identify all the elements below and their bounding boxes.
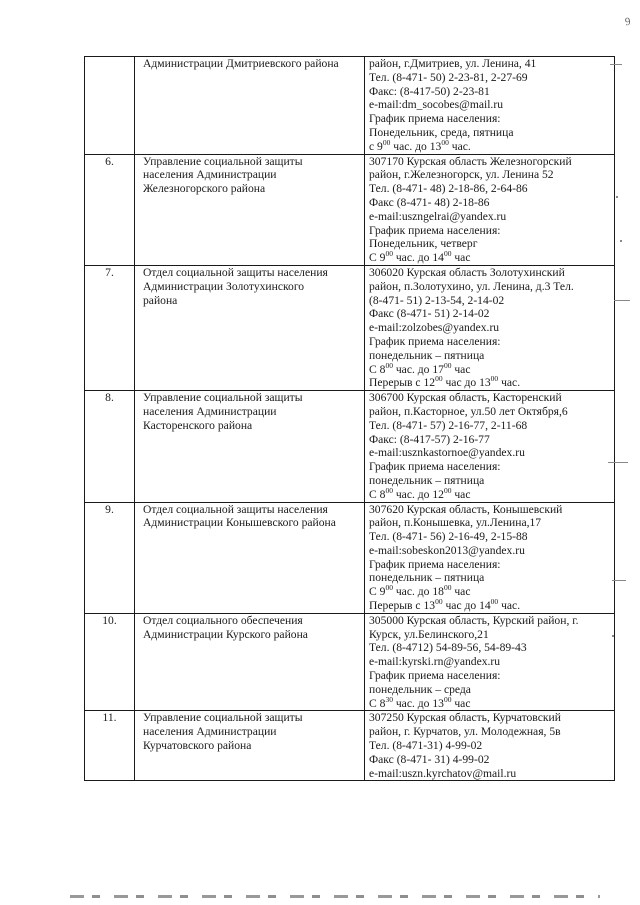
- contact-line: 307250 Курская область, Курчатовский: [369, 711, 561, 725]
- hours-text: час. до 13: [390, 139, 442, 153]
- organization-line: района: [143, 293, 178, 307]
- contact-line: Тел. (8-471-31) 4-99-02: [369, 739, 483, 753]
- contact-line: понедельник – среда: [369, 682, 471, 696]
- table-row: [85, 57, 615, 155]
- table-row: [85, 391, 615, 502]
- contact-cell: [365, 613, 615, 711]
- table-row: [85, 154, 615, 265]
- organization-line: Администрации Дмитриевского района: [143, 57, 339, 70]
- minutes-superscript: 00: [443, 696, 452, 704]
- organization-line: населения Администрации: [143, 404, 277, 418]
- hours-text: час: [451, 696, 471, 710]
- contact-line: район, п.Золотухино, ул. Ленина, д.3 Тел.: [369, 279, 574, 293]
- hours-text: час: [451, 487, 471, 501]
- contact-cell: [365, 265, 615, 390]
- minutes-superscript: 00: [385, 251, 393, 259]
- minutes-superscript: 00: [382, 139, 391, 147]
- scan-artifact: [612, 635, 614, 637]
- row-number: 10.: [85, 613, 135, 711]
- organization-cell: [135, 391, 365, 502]
- hours-text: час до 14: [442, 599, 491, 613]
- minutes-superscript: 00: [443, 251, 452, 259]
- contact-line: e-mail:zolzobes@yandex.ru: [369, 321, 500, 335]
- contact-line: Тел. (8-471- 56) 2-16-49, 2-15-88: [369, 530, 528, 544]
- minutes-superscript: 00: [385, 362, 393, 370]
- scan-artifact: [620, 240, 622, 242]
- contact-line: 305000 Курская область, Курский район, г.: [369, 613, 579, 627]
- scan-artifact: [614, 300, 630, 301]
- contact-line: 306700 Курская область, Касторенский: [369, 391, 562, 405]
- organization-cell: [135, 154, 365, 265]
- row-number: [85, 57, 135, 155]
- contact-line: 306020 Курская область Золотухинский: [369, 265, 565, 279]
- organization-line: Управление социальной защиты: [143, 154, 303, 168]
- organization-cell: [135, 502, 365, 613]
- organization-line: населения Администрации: [143, 168, 277, 182]
- contact-line: район, г.Дмитриев, ул. Ленина, 41: [369, 57, 537, 70]
- contact-line: 307620 Курская область, Конышевский: [369, 502, 563, 516]
- contact-line: Факс (8-471- 51) 2-14-02: [369, 307, 490, 321]
- organization-line: Курчатовского района: [143, 739, 252, 753]
- hours-text: час.: [448, 139, 471, 153]
- hours-text: С 8: [369, 362, 386, 376]
- contact-line: e-mail:usznkastornoe@yandex.ru: [369, 446, 525, 460]
- contact-line: Факс: (8-417-50) 2-23-81: [369, 84, 490, 98]
- hours-line: [369, 363, 610, 377]
- minutes-superscript: 00: [490, 599, 499, 607]
- table-row: [85, 265, 615, 390]
- hours-line: [369, 488, 610, 502]
- hours-text: Перерыв с 12: [369, 376, 436, 390]
- organization-line: Касторенского района: [143, 418, 253, 432]
- contact-cell: [365, 391, 615, 502]
- hours-text: Перерыв с 13: [369, 599, 436, 613]
- contact-line: График приема населения:: [369, 669, 501, 683]
- contact-line: район, г.Железногорск, ул. Ленина 52: [369, 168, 554, 182]
- contact-line: понедельник – пятница: [369, 473, 485, 487]
- contact-line: График приема населения:: [369, 334, 501, 348]
- offices-table: [84, 56, 615, 781]
- minutes-superscript: 00: [490, 376, 499, 384]
- contact-line: понедельник – пятница: [369, 571, 485, 585]
- row-number: 7.: [85, 265, 135, 390]
- organization-cell: [135, 613, 365, 711]
- hours-text: час: [451, 362, 471, 376]
- organization-cell: [135, 711, 365, 781]
- hours-text: час.: [498, 376, 521, 390]
- hours-text: С 8: [369, 487, 386, 501]
- scan-artifact: [610, 64, 622, 65]
- contact-line: e-mail:uszngelrai@yandex.ru: [369, 209, 507, 223]
- row-number: 9.: [85, 502, 135, 613]
- organization-line: Отдел социального обеспечения: [143, 613, 303, 627]
- contact-line: 307170 Курская область Железногорский: [369, 154, 572, 168]
- contact-line: Факс (8-471- 31) 4-99-02: [369, 752, 490, 766]
- hours-text: час. до 13: [392, 696, 444, 710]
- organization-line: Администрации Конышевского района: [143, 516, 336, 530]
- contact-line: Тел. (8-471- 50) 2-23-81, 2-27-69: [369, 70, 528, 84]
- contact-line: График приема населения:: [369, 223, 501, 237]
- contact-line: Курск, ул.Белинского,21: [369, 627, 489, 641]
- scan-artifact: [616, 196, 618, 198]
- scan-artifact: [608, 462, 628, 463]
- organization-line: Железногорского района: [143, 182, 266, 196]
- contact-line: Тел. (8-471- 57) 2-16-77, 2-11-68: [369, 418, 528, 432]
- organization-line: населения Администрации: [143, 725, 277, 739]
- row-number: 6.: [85, 154, 135, 265]
- contact-line: График приема населения:: [369, 557, 501, 571]
- minutes-superscript: 00: [435, 599, 443, 607]
- hours-line: [369, 251, 610, 265]
- organization-cell: [135, 265, 365, 390]
- hours-text: С 8: [369, 696, 386, 710]
- organization-line: Управление социальной защиты: [143, 391, 303, 405]
- minutes-superscript: 00: [443, 487, 452, 495]
- organization-line: Отдел социальной защиты населения: [143, 265, 328, 279]
- minutes-superscript: 00: [435, 376, 443, 384]
- scan-artifact: [612, 580, 626, 581]
- contact-line: e-mail:uszn.kyrchatov@mail.ru: [369, 766, 517, 780]
- hours-text: час. до 17: [392, 362, 444, 376]
- contact-line: Факс: (8-417-57) 2-16-77: [369, 432, 490, 446]
- hours-text: час. до 12: [392, 487, 444, 501]
- contact-line: понедельник – пятница: [369, 348, 485, 362]
- offices-table-body: [85, 57, 615, 781]
- hours-line: [369, 599, 610, 613]
- contact-line: район, г. Курчатов, ул. Молодежная, 5в: [369, 725, 561, 739]
- hours-text: С 9: [369, 585, 386, 599]
- hours-text: час.: [498, 599, 521, 613]
- contact-line: (8-471- 51) 2-13-54, 2-14-02: [369, 293, 505, 307]
- minutes-superscript: 00: [385, 585, 393, 593]
- hours-text: час до 13: [442, 376, 491, 390]
- table-row: [85, 502, 615, 613]
- hours-text: час. до 14: [392, 251, 444, 265]
- organization-cell: [135, 57, 365, 155]
- contact-line: График приема населения:: [369, 112, 501, 126]
- contact-line: Факс (8-471- 48) 2-18-86: [369, 195, 490, 209]
- contact-line: Тел. (8-4712) 54-89-56, 54-89-43: [369, 641, 527, 655]
- row-number: 8.: [85, 391, 135, 502]
- minutes-superscript: 00: [441, 139, 449, 147]
- row-number: 11.: [85, 711, 135, 781]
- minutes-superscript: 00: [443, 585, 452, 593]
- contact-cell: [365, 502, 615, 613]
- contact-line: район, п.Касторное, ул.50 лет Октября,6: [369, 404, 568, 418]
- minutes-superscript: 00: [385, 487, 393, 495]
- contact-line: Понедельник, среда, пятница: [369, 125, 514, 139]
- hours-text: час: [451, 251, 471, 265]
- page-corner-mark: 9: [623, 15, 631, 29]
- contact-line: район, п.Конышевка, ул.Ленина,17: [369, 516, 542, 530]
- scan-artifact-bottom: [70, 895, 600, 898]
- contact-cell: [365, 154, 615, 265]
- hours-line: [369, 697, 610, 711]
- contact-line: e-mail:sobeskon2013@yandex.ru: [369, 543, 525, 557]
- organization-line: Администрации Курского района: [143, 627, 308, 641]
- hours-text: час. до 18: [392, 585, 444, 599]
- hours-text: час: [451, 585, 471, 599]
- minutes-superscript: 30: [385, 696, 393, 704]
- table-row: [85, 613, 615, 711]
- contact-line: Тел. (8-471- 48) 2-18-86, 2-64-86: [369, 182, 528, 196]
- table-row: [85, 711, 615, 781]
- hours-text: С 9: [369, 251, 386, 265]
- contact-line: e-mail:kyrski.rn@yandex.ru: [369, 655, 501, 669]
- organization-line: Управление социальной защиты: [143, 711, 303, 725]
- organization-line: Отдел социальной защиты населения: [143, 502, 328, 516]
- contact-cell: [365, 711, 615, 781]
- hours-line: [369, 585, 610, 599]
- contact-line: Понедельник, четверг: [369, 237, 478, 251]
- organization-line: Администрации Золотухинского: [143, 279, 305, 293]
- contact-cell: [365, 57, 615, 155]
- minutes-superscript: 00: [443, 362, 452, 370]
- hours-text: с 9: [369, 139, 383, 153]
- hours-line: [369, 140, 610, 154]
- hours-line: [369, 376, 610, 390]
- contact-line: График приема населения:: [369, 460, 501, 474]
- contact-line: e-mail:dm_socobes@mail.ru: [369, 98, 503, 112]
